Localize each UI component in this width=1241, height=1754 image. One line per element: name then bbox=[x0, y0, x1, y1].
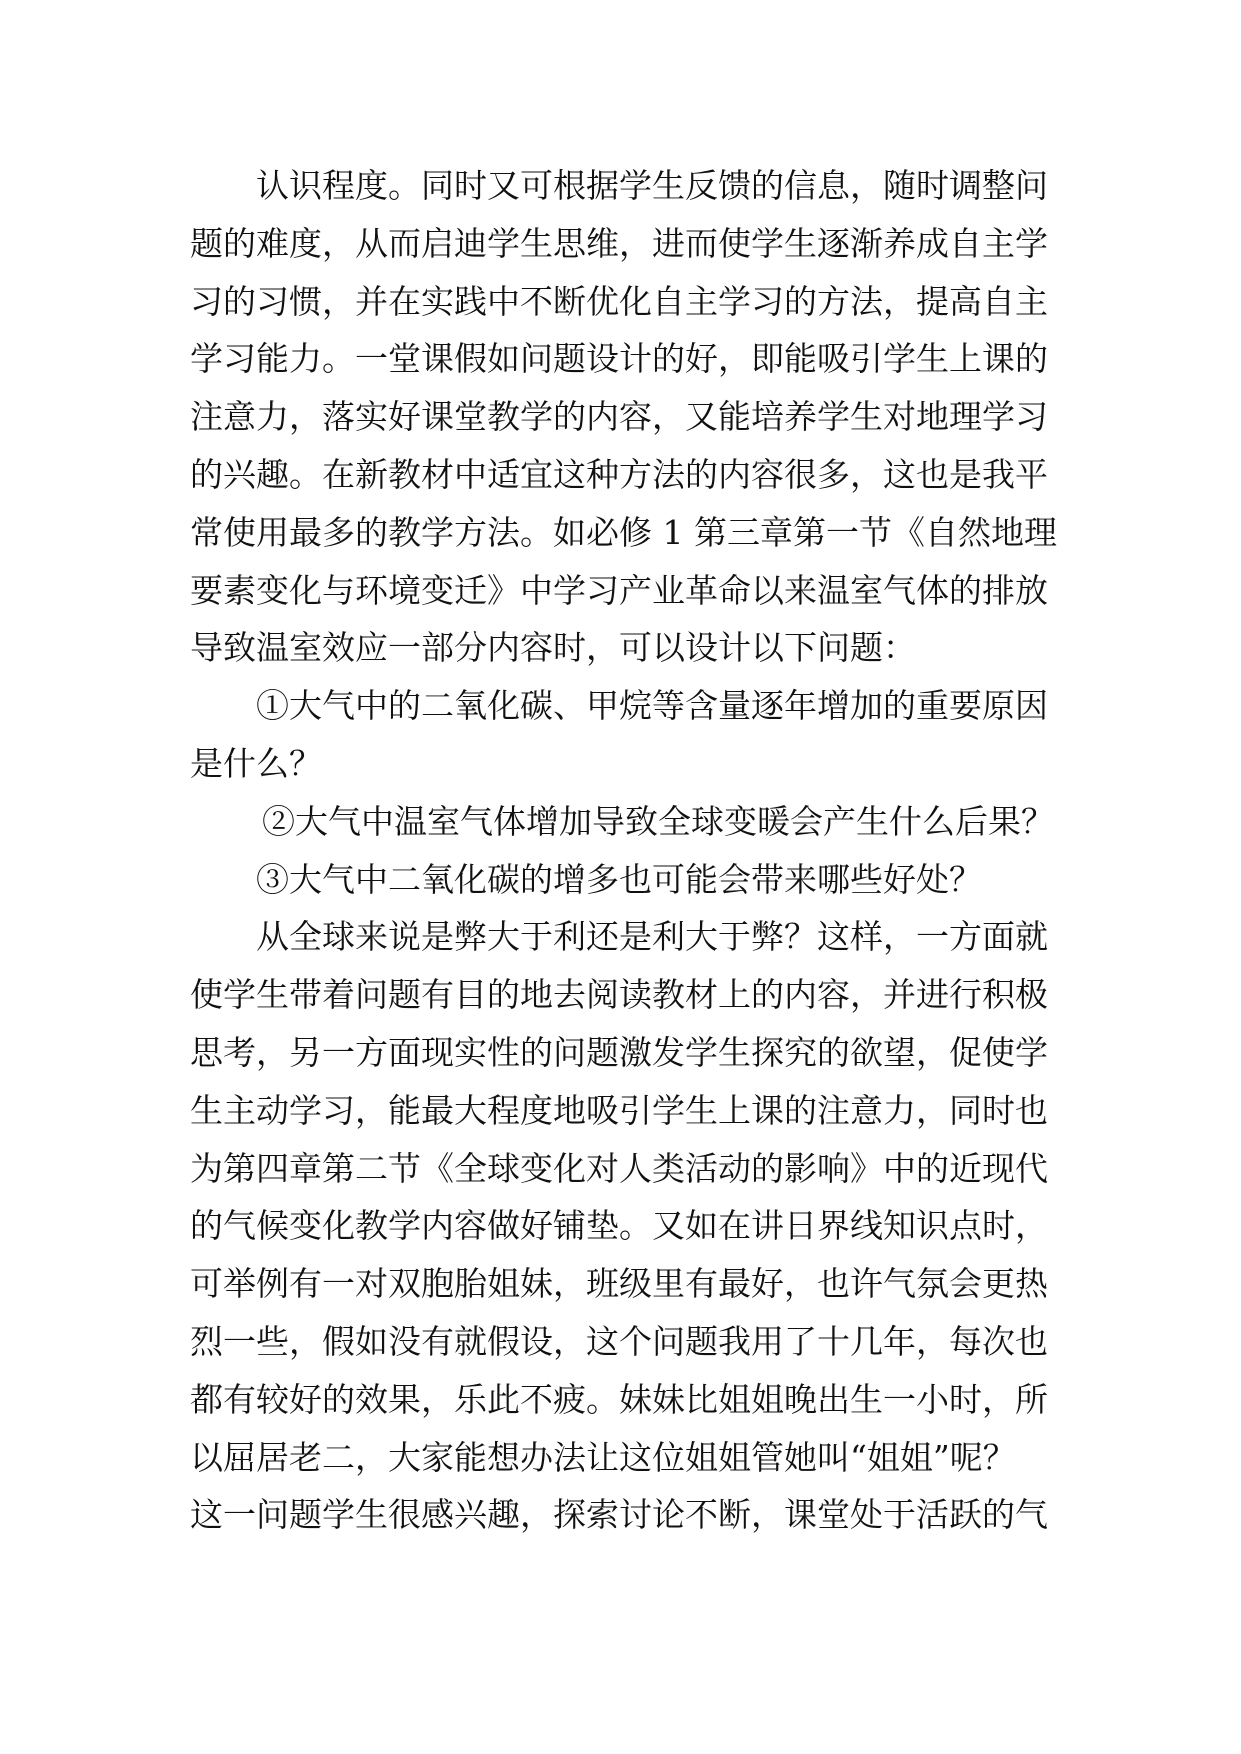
text-line: ②大气中温室气体增加导致全球变暖会产生什么后果？ bbox=[262, 801, 1054, 841]
text-line: 学习能力。一堂课假如问题设计的好，即能吸引学生上课的 bbox=[190, 339, 1048, 379]
text-line: 思考，另一方面现实性的问题激发学生探究的欲望，促使学 bbox=[190, 1032, 1048, 1072]
text-line: ①大气中的二氧化碳、甲烷等含量逐年增加的重要原因 bbox=[256, 686, 1048, 726]
text-line: 是什么？ bbox=[190, 743, 322, 783]
text-line: 习的习惯，并在实践中不断优化自主学习的方法，提高自主 bbox=[190, 281, 1048, 321]
document-body bbox=[190, 157, 1057, 1544]
text-line: 注意力，落实好课堂教学的内容，又能培养学生对地理学习 bbox=[190, 397, 1048, 437]
text-line: 烈一些，假如没有就假设，这个问题我用了十几年，每次也 bbox=[190, 1321, 1048, 1361]
text-line: 都有较好的效果，乐此不疲。妹妹比姐姐晚出生一小时，所 bbox=[190, 1379, 1048, 1419]
text-line: 常使用最多的教学方法。如必修 1 第三章第一节《自然地理 bbox=[190, 512, 1057, 552]
text-line: 题的难度，从而启迪学生思维，进而使学生逐渐养成自主学 bbox=[190, 223, 1048, 263]
text-line: 从全球来说是弊大于利还是利大于弊？这样，一方面就 bbox=[256, 917, 1048, 957]
text-line: 为第四章第二节《全球变化对人类活动的影响》中的近现代 bbox=[190, 1148, 1048, 1188]
text-line: 生主动学习，能最大程度地吸引学生上课的注意力，同时也 bbox=[190, 1090, 1048, 1130]
text-line: ③大气中二氧化碳的增多也可能会带来哪些好处？ bbox=[256, 859, 982, 899]
text-line: 以屈居老二，大家能想办法让这位姐姐管她叫“姐姐”呢？ bbox=[190, 1437, 1016, 1477]
text-line: 认识程度。同时又可根据学生反馈的信息，随时调整问 bbox=[256, 166, 1048, 205]
text-line: 可举例有一对双胞胎姐妹，班级里有最好，也许气氛会更热 bbox=[190, 1264, 1048, 1304]
text-line: 导致温室效应一部分内容时，可以设计以下问题： bbox=[190, 628, 916, 668]
text-line: 使学生带着问题有目的地去阅读教材上的内容，并进行积极 bbox=[190, 975, 1048, 1015]
text-line: 要素变化与环境变迁》中学习产业革命以来温室气体的排放 bbox=[190, 570, 1048, 610]
text-line: 的兴趣。在新教材中适宜这种方法的内容很多，这也是我平 bbox=[190, 454, 1048, 494]
text-line: 这一问题学生很感兴趣，探索讨论不断，课堂处于活跃的气 bbox=[190, 1495, 1048, 1535]
text-line: 的气候变化教学内容做好铺垫。又如在讲日界线知识点时， bbox=[190, 1206, 1048, 1246]
